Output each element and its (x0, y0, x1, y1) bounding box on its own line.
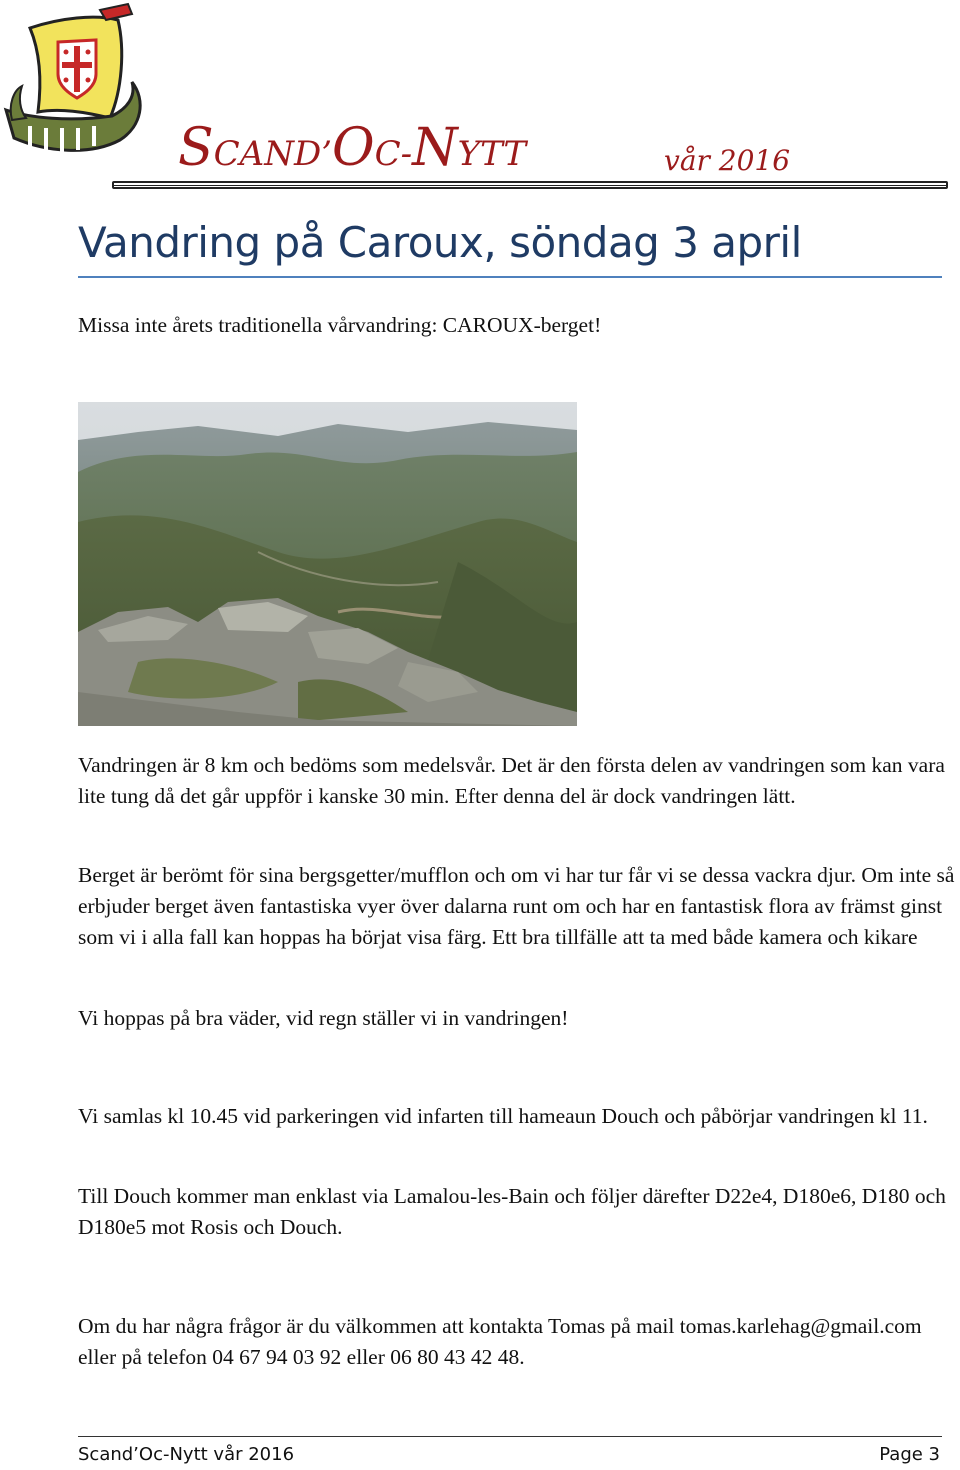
paragraph-mountain: Berget är berömt för sina bergsgetter/mufflon och om vi har tur får vi se dessa vackra djur. Om inte så erbjuder berget även fantastiska vyer över dalarna runt om och har en fantastisk flora av främst ginst som vi i alla fall kan hoppas ha börjat visa färg. Ett bra tillfälle att ta med både kamera och kikare (78, 863, 955, 949)
brand-letter: S (178, 118, 214, 178)
brand-letter: O (332, 118, 375, 178)
header-divider (112, 181, 948, 189)
brand-letter: N (412, 118, 458, 178)
issue-label: vår 2016 (664, 144, 791, 177)
footer-divider (78, 1436, 942, 1437)
brand-letter: ’ (321, 134, 333, 174)
mountain-landscape-photo (78, 402, 577, 726)
title-underline (78, 276, 942, 278)
viking-ship-logo-icon (0, 0, 150, 160)
brand-letter: YTT (457, 134, 527, 174)
brand-letter: C (374, 134, 401, 174)
paragraph-contact: Om du har några frågor är du välkommen att kontakta Tomas på mail tomas.karlehag@gmail.com eller på telefon 04 67 94 03 92 eller 06 80 43 42 48. (78, 1314, 922, 1369)
paragraph-meeting: Vi samlas kl 10.45 vid parkeringen vid infarten till hameaun Douch och påbörjar vandringen kl 11. (78, 1104, 928, 1128)
masthead-title (178, 118, 526, 178)
brand-letter: - (400, 134, 413, 174)
paragraph-weather: Vi hoppas på bra väder, vid regn ställer vi in vandringen! (78, 1006, 569, 1030)
article-title: Vandring på Caroux, söndag 3 april (78, 218, 802, 267)
paragraph-directions: Till Douch kommer man enklast via Lamalou-les-Bain och följer därefter D22e4, D180e6, D180 och D180e5 mot Rosis och Douch. (78, 1184, 946, 1239)
footer-page-number: Page 3 (879, 1444, 940, 1465)
intro-paragraph: Missa inte årets traditionella vårvandring: CAROUX-berget! (78, 313, 602, 337)
brand-letter: CAND (213, 134, 322, 174)
paragraph-distance: Vandringen är 8 km och bedöms som medelsvår. Det är den första delen av vandringen som kan vara lite tung då det går uppför i kanske 30 min. Efter denna del är dock vandringen lätt. (78, 753, 945, 808)
footer-publication: Scand’Oc-Nytt vår 2016 (78, 1444, 295, 1465)
